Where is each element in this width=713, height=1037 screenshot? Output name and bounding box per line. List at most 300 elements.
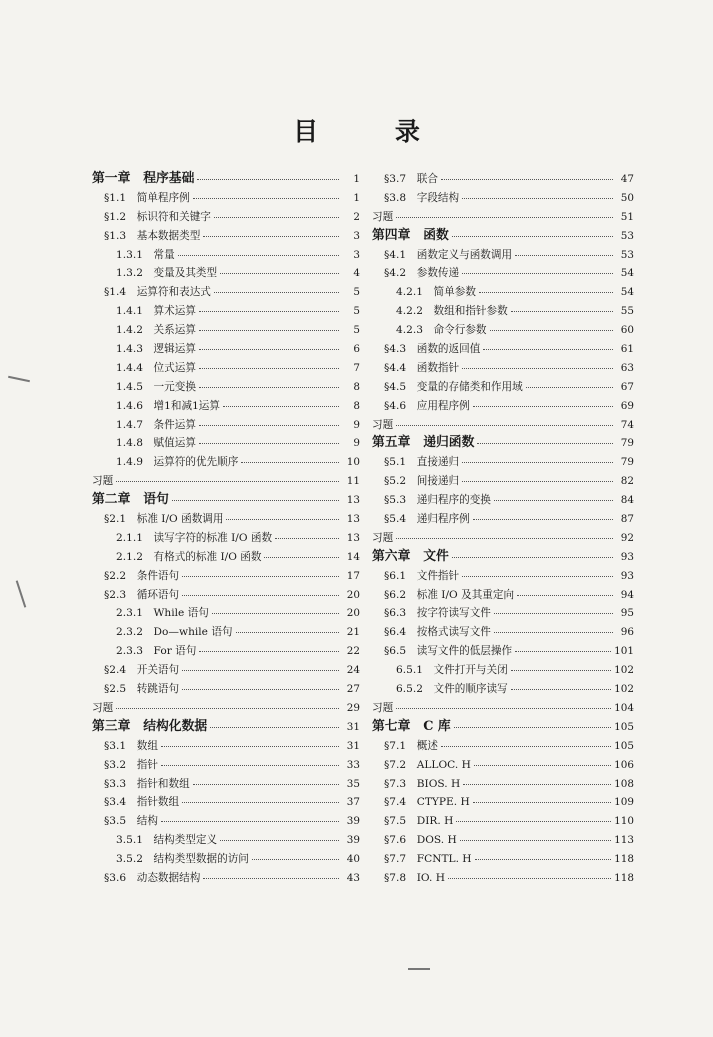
toc-page-number: 96 [620,626,634,639]
toc-page-number: 21 [346,626,360,639]
toc-entry-label: 1.3.2 变量及其类型 [116,267,218,280]
leader-dots [223,398,339,407]
toc-entry-label: 2.3.1 While 语句 [116,607,209,620]
toc-entry-label: 习题 [372,418,394,431]
toc-page-number: 10 [346,456,360,469]
toc-page-number: 60 [620,324,634,337]
toc-chapter-entry [372,548,634,567]
toc-entry-label: §7.2 ALLOC. H [384,758,471,771]
toc-entry-label: §4.3 函数的返回值 [384,343,481,356]
leader-dots [441,738,611,747]
toc-entry [372,397,634,416]
toc-entry-label: 4.2.1 简单参数 [396,286,476,299]
toc-entry-label: §3.2 指针 [104,758,158,771]
leader-dots [199,303,339,312]
toc-entry [92,227,360,246]
toc-page-number: 13 [346,513,360,526]
toc-entry-label: 第七章 C 库 [372,718,451,734]
toc-entry-label: §6.5 读写文件的低层操作 [384,645,513,658]
toc-entry-label: 1.4.1 算术运算 [116,305,196,318]
toc-entry-label: §4.6 应用程序例 [384,399,470,412]
toc-entry-label: §3.4 指针数组 [104,796,180,809]
toc-entry-label: §4.1 函数定义与函数调用 [384,248,513,261]
toc-entry-label: §3.1 数组 [104,739,158,752]
leader-dots [199,417,339,426]
toc-entry [92,359,360,378]
toc-entry-label: 1.4.6 增1和减1运算 [116,399,220,412]
leader-dots [452,228,613,237]
toc-entry [92,397,360,416]
toc-entry [372,812,634,831]
toc-entry-label: §5.2 间接递归 [384,475,460,488]
toc-entry [372,661,634,680]
toc-entry-label: 1.4.2 关系运算 [116,324,196,337]
leader-dots [441,171,613,180]
toc-entry-label: 3.5.2 结构类型数据的访问 [116,853,249,866]
toc-entry [92,661,360,680]
toc-entry-label: 4.2.2 数组和指针参数 [396,305,508,318]
leader-dots [460,832,611,841]
leader-dots [396,530,613,539]
leader-dots [193,776,339,785]
toc-page-number: 17 [346,569,360,582]
scan-mark [8,376,30,383]
leader-dots [448,870,611,879]
leader-dots [511,662,611,671]
leader-dots [456,813,611,822]
toc-entry [372,529,634,548]
toc-entry-label: §5.1 直接递归 [384,456,460,469]
toc-entry-label: 第二章 语句 [92,492,169,508]
toc-page-number: 20 [346,607,360,620]
leader-dots [161,738,339,747]
toc-page-number: 29 [346,701,360,714]
toc-entry-label: 第五章 递归函数 [372,435,475,451]
toc-page-number: 4 [353,267,360,280]
toc-entry [372,340,634,359]
toc-entry-label: §4.4 函数指针 [384,361,460,374]
toc-page-number: 105 [614,739,634,752]
toc-entry [92,434,360,453]
toc-entry-label: 6.5.1 文件打开与关闭 [396,664,508,677]
toc-chapter-entry [92,170,360,189]
toc-entry [372,586,634,605]
toc-entry-label: 习题 [372,210,394,223]
leader-dots [473,794,611,803]
toc-page-number: 61 [620,343,634,356]
toc-entry-label: §7.4 CTYPE. H [384,796,470,809]
toc-page-number: 94 [620,588,634,601]
toc-entry-label: §7.3 BIOS. H [384,777,461,790]
toc-entry-label: §7.8 IO. H [384,871,445,884]
leader-dots [515,643,611,652]
toc-entry-label: 第六章 文件 [372,548,449,564]
toc-chapter-entry [372,434,634,453]
toc-entry-label: §3.6 动态数据结构 [104,871,201,884]
toc-page-number: 51 [620,210,634,223]
toc-entry [92,283,360,302]
toc-entry-label: §3.7 联合 [384,173,438,185]
leader-dots [199,379,339,388]
leader-dots [210,719,339,728]
toc-page-number: 33 [346,758,360,771]
leader-dots [462,360,613,369]
toc-page-number: 53 [620,229,634,242]
toc-entry-label: §7.6 DOS. H [384,834,457,847]
toc-entry [372,472,634,491]
toc-page-number: 5 [353,305,360,318]
toc-entry [92,869,360,888]
leader-dots [494,624,613,633]
toc-chapter-entry [372,718,634,737]
toc-entry [372,642,634,661]
scan-mark [16,580,27,607]
toc-entry [92,850,360,869]
toc-entry [92,208,360,227]
leader-dots [515,247,613,256]
toc-page-number: 105 [614,720,634,733]
toc-entry [372,246,634,265]
leader-dots [199,322,339,331]
toc-entry [372,680,634,699]
toc-page-number: 108 [614,777,634,790]
toc-entry-label: §6.4 按格式读写文件 [384,626,491,639]
toc-entry-label: 1.4.9 运算符的优先顺序 [116,456,239,469]
toc-entry-label: §5.3 递归程序的变换 [384,494,491,507]
toc-entry [372,378,634,397]
toc-page-number: 118 [614,853,634,866]
toc-entry [92,378,360,397]
toc-page-number: 31 [346,720,360,733]
toc-page-number: 20 [346,588,360,601]
leader-dots [241,454,339,463]
leader-dots [220,832,339,841]
leader-dots [182,587,339,596]
toc-page-number: 110 [614,815,634,828]
leader-dots [161,757,339,766]
leader-dots [463,776,611,785]
toc-entry [372,491,634,510]
toc-entry-label: 2.1.1 读写字符的标准 I/O 函数 [116,531,273,544]
toc-page-number: 87 [620,513,634,526]
toc-entry-label: §6.1 文件指针 [384,569,460,582]
toc-entry-label: 4.2.3 命令行参数 [396,324,487,337]
toc-page-number: 14 [346,550,360,563]
leader-dots [454,719,612,728]
toc-page-number: 9 [353,437,360,450]
toc-page-number: 53 [620,248,634,261]
leader-dots [526,379,613,388]
toc-entry-label: §3.3 指针和数组 [104,777,190,790]
toc-entry-label: §6.3 按字符读写文件 [384,607,491,620]
toc-entry [92,699,360,718]
toc-entry [372,510,634,529]
leader-dots [193,190,339,199]
toc-entry [372,869,634,888]
toc-page-number: 67 [620,380,634,393]
leader-dots [199,643,339,652]
toc-entry [92,529,360,548]
toc-entry-label: 习题 [92,475,114,488]
toc-page-number: 40 [346,853,360,866]
toc-entry [372,416,634,435]
toc-entry-label: 1.4.4 位式运算 [116,361,196,374]
toc-page-number: 8 [353,380,360,393]
toc-page-number: 84 [620,494,634,507]
leader-dots [452,549,613,558]
toc-entry [92,623,360,642]
toc-page-number: 39 [346,834,360,847]
toc-entry [92,567,360,586]
toc-entry-label: §7.1 概述 [384,739,438,752]
toc-page-number: 8 [353,399,360,412]
toc-page-number: 63 [620,361,634,374]
toc-entry [92,321,360,340]
leader-dots [494,605,613,614]
toc-page-number: 2 [353,210,360,223]
leader-dots [479,284,613,293]
leader-dots [462,473,613,482]
toc-entry [92,586,360,605]
toc-page-number: 13 [346,494,360,507]
scan-mark [408,968,430,970]
leader-dots [511,303,613,312]
leader-dots [264,549,339,558]
leader-dots [116,700,339,709]
toc-page-number: 102 [614,664,634,677]
toc-entry [92,416,360,435]
toc-entry-label: §5.4 递归程序例 [384,513,470,526]
leader-dots [494,492,613,501]
toc-page-number: 5 [353,324,360,337]
toc-right-column [372,170,634,888]
toc-entry-label: 第三章 结构化数据 [92,718,208,734]
leader-dots [182,681,339,690]
toc-entry-label: 第一章 程序基础 [92,171,195,186]
toc-page-number: 47 [620,173,634,185]
toc-page-number: 101 [614,645,634,658]
toc-entry [92,756,360,775]
leader-dots [178,247,339,256]
toc-page-number: 82 [620,475,634,488]
leader-dots [275,530,339,539]
toc-entry-label: 2.1.2 有格式的标准 I/O 函数 [116,550,262,563]
toc-page-number: 3 [353,248,360,261]
toc-page-number: 95 [620,607,634,620]
toc-entry [92,453,360,472]
toc-chapter-entry [92,491,360,510]
toc-entry [92,680,360,699]
toc-chapter-entry [372,227,634,246]
toc-entry-label: §2.1 标准 I/O 函数调用 [104,513,224,526]
toc-entry-label: 习题 [372,531,394,544]
toc-page-number: 74 [620,418,634,431]
toc-entry [92,548,360,567]
toc-chapter-entry [92,718,360,737]
toc-page-number: 7 [353,361,360,374]
toc-entry [372,283,634,302]
leader-dots [462,265,613,274]
toc-page-number: 102 [614,683,634,696]
toc-entry [372,831,634,850]
leader-dots [473,511,613,520]
toc-entry [372,737,634,756]
toc-entry [372,189,634,208]
toc-entry-label: 1.4.8 赋值运算 [116,437,196,450]
toc-entry-label: §4.2 参数传递 [384,267,460,280]
toc-page-number: 109 [614,796,634,809]
toc-entry [372,321,634,340]
toc-entry [372,775,634,794]
toc-entry [372,359,634,378]
leader-dots [161,813,339,822]
toc-entry-label: §7.5 DIR. H [384,815,454,828]
toc-page-number: 106 [614,758,634,771]
toc-entry-label: §1.4 运算符和表达式 [104,286,211,299]
toc-entry [92,510,360,529]
leader-dots [214,284,339,293]
toc-entry [372,567,634,586]
leader-dots [203,870,339,879]
leader-dots [475,851,612,860]
toc-page-number: 79 [620,456,634,469]
toc-entry-label: §3.5 结构 [104,815,158,828]
toc-page-number: 35 [346,777,360,790]
toc-entry-label: §1.2 标识符和关键字 [104,210,211,223]
toc-entry [92,472,360,491]
toc-page-number: 5 [353,286,360,299]
leader-dots [483,341,613,350]
toc-entry [92,302,360,321]
toc-entry-label: §7.7 FCNTL. H [384,853,472,866]
toc-page-number: 31 [346,739,360,752]
toc-page-number: 54 [620,267,634,280]
toc-page-number: 24 [346,664,360,677]
toc-page-number: 9 [353,418,360,431]
leader-dots [182,662,339,671]
toc-page-number: 22 [346,645,360,658]
toc-entry [372,264,634,283]
leader-dots [490,322,613,331]
toc-page-number: 79 [620,437,634,450]
leader-dots [199,360,339,369]
toc-page-number: 118 [614,871,634,884]
toc-entry-label: §2.4 开关语句 [104,664,180,677]
leader-dots [236,624,339,633]
leader-dots [116,473,339,482]
leader-dots [197,171,339,180]
toc-page-number: 3 [353,229,360,242]
toc-left-column [92,170,360,888]
toc-page-number: 93 [620,550,634,563]
toc-entry [92,775,360,794]
toc-page-number: 50 [620,191,634,204]
page-title: 目 录 [293,117,454,146]
toc-entry [92,340,360,359]
leader-dots [212,605,339,614]
toc-entry-label: §2.2 条件语句 [104,569,180,582]
toc-entry [372,793,634,812]
leader-dots [214,209,339,218]
toc-entry-label: 1.3.1 常量 [116,248,175,261]
toc-entry-label: 1.4.7 条件运算 [116,418,196,431]
toc-entry-label: 2.3.2 Do—while 语句 [116,626,233,639]
toc-entry [92,604,360,623]
leader-dots [511,681,611,690]
toc-entry [372,208,634,227]
toc-page-number: 54 [620,286,634,299]
leader-dots [203,228,339,237]
leader-dots [474,757,611,766]
toc-page-number: 69 [620,399,634,412]
leader-dots [462,190,613,199]
toc-page-number: 93 [620,569,634,582]
leader-dots [220,265,339,274]
toc-page-number: 11 [346,475,360,488]
toc-entry [372,756,634,775]
toc-entry [372,699,634,718]
leader-dots [226,511,339,520]
toc-entry [92,189,360,208]
leader-dots [473,398,613,407]
toc-entry [92,264,360,283]
toc-entry-label: 1.4.5 一元变换 [116,380,196,393]
toc-entry-label: §1.3 基本数据类型 [104,229,201,242]
toc-entry [372,170,634,189]
toc-entry-label: 1.4.3 逻辑运算 [116,343,196,356]
leader-dots [396,417,613,426]
toc-entry-label: 3.5.1 结构类型定义 [116,834,218,847]
toc-page-number: 37 [346,796,360,809]
leader-dots [517,587,613,596]
toc-entry [92,737,360,756]
toc-entry [92,246,360,265]
toc-entry [92,812,360,831]
toc-entry [372,453,634,472]
toc-page-number: 13 [346,531,360,544]
toc-entry-label: §6.2 标准 I/O 及其重定向 [384,588,515,601]
toc-entry [372,623,634,642]
toc-entry [92,642,360,661]
leader-dots [477,435,613,444]
toc-page-number: 27 [346,683,360,696]
leader-dots [252,851,339,860]
toc-entry [92,831,360,850]
toc-entry-label: §3.8 字段结构 [384,191,460,204]
toc-page-number: 43 [346,871,360,884]
toc-entry-label: 6.5.2 文件的顺序读写 [396,683,508,696]
toc-entry-label: §2.3 循环语句 [104,588,180,601]
leader-dots [199,435,339,444]
toc-page-number: 92 [620,531,634,544]
toc-entry-label: 习题 [92,701,114,714]
leader-dots [182,568,339,577]
toc-entry-label: §1.1 简单程序例 [104,191,190,204]
toc-entry-label: 第四章 函数 [372,227,449,243]
toc-entry [92,793,360,812]
toc-entry-label: §2.5 转跳语句 [104,683,180,696]
toc-page-number: 55 [620,305,634,318]
toc-page-number: 1 [353,173,360,185]
leader-dots [172,492,339,501]
leader-dots [462,568,613,577]
toc-entry [372,302,634,321]
leader-dots [462,454,613,463]
leader-dots [396,700,611,709]
toc-entry-label: 2.3.3 For 语句 [116,645,197,658]
toc-page-number: 113 [614,834,634,847]
leader-dots [396,209,613,218]
